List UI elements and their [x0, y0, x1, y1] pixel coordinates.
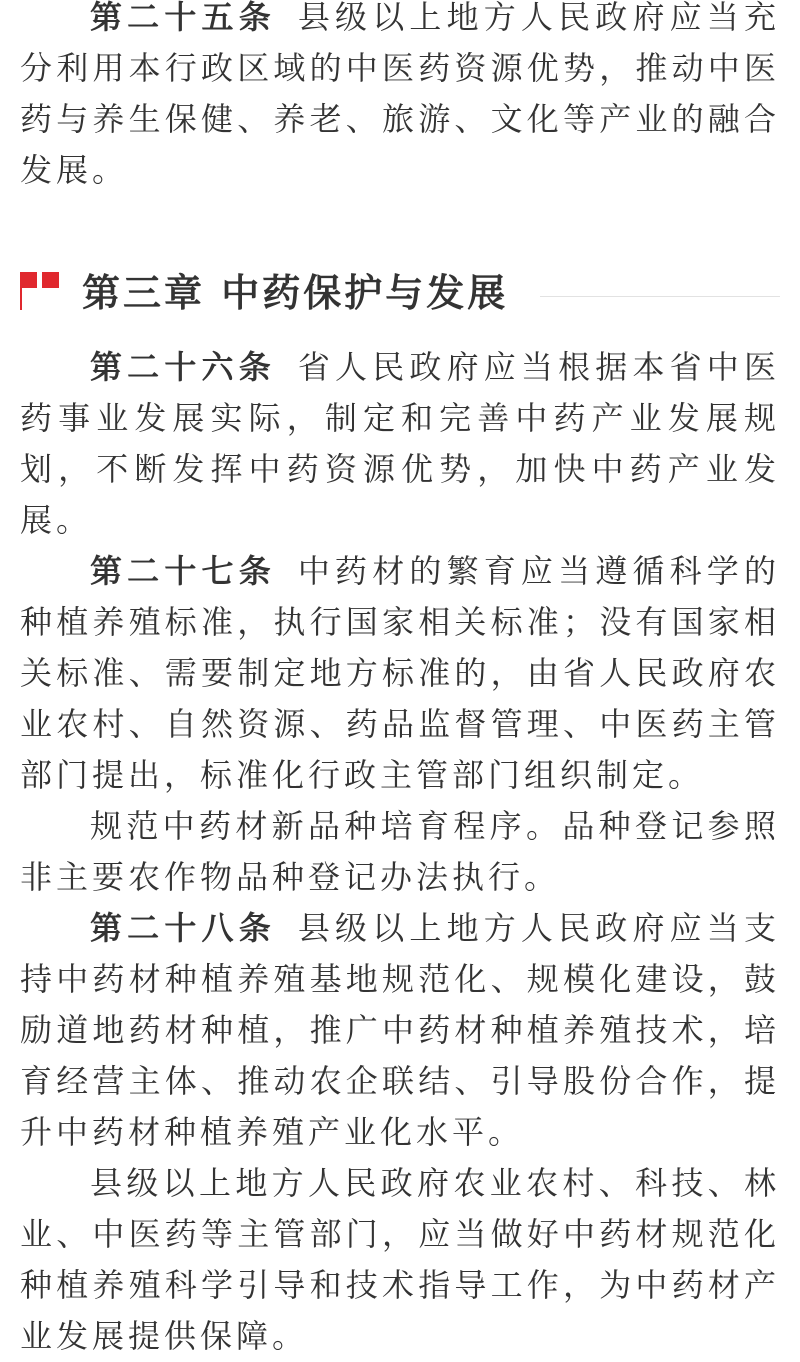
article-25-label: 第二十五条: [90, 0, 276, 36]
article-25-text: 县级以上地方人民政府应当充分利用本行政区域的中医药资源优势，推动中医药与养生保健、养老、旅游、文化等产业的融合发展。: [20, 0, 780, 189]
article-28-paragraph-2: 县级以上地方人民政府农业农村、科技、林业、中医药等主管部门，应当做好中药材规范化种植养殖科学引导和技术指导工作，为中药材产业发展提供保障。: [20, 1164, 780, 1355]
article-28: [20, 903, 780, 1158]
chapter-heading: [20, 264, 780, 328]
article-26: [20, 342, 780, 546]
article-27-paragraph-2: 规范中药材新品种培育程序。品种登记参照非主要农作物品种登记办法执行。: [20, 807, 780, 896]
chapter-divider: [540, 296, 780, 297]
article-27-text: 中药材的繁育应当遵循科学的种植养殖标准，执行国家相关标准；没有国家相关标准、需要制定地方标准的，由省人民政府农业农村、自然资源、药品监督管理、中医药主管部门提出，标准化行政主管部门组织制定。: [20, 552, 780, 794]
document-page: [20, 0, 780, 1362]
article-27-label: 第二十七条: [90, 552, 276, 590]
article-27: [20, 546, 780, 801]
article-26-label: 第二十六条: [90, 348, 276, 386]
red-flag-icon: [20, 272, 66, 310]
article-25: [20, 0, 780, 196]
chapter-title: 第三章 中药保护与发展: [82, 271, 509, 315]
article-26-text: 省人民政府应当根据本省中医药事业发展实际，制定和完善中药产业发展规划，不断发挥中药资源优势，加快中药产业发展。: [20, 348, 780, 539]
article-28-text: 县级以上地方人民政府应当支持中药材种植养殖基地规范化、规模化建设，鼓励道地药材种植，推广中药材种植养殖技术，培育经营主体、推动农企联结、引导股份合作，提升中药材种植养殖产业化水平。: [20, 909, 780, 1151]
article-28-label: 第二十八条: [90, 909, 276, 947]
